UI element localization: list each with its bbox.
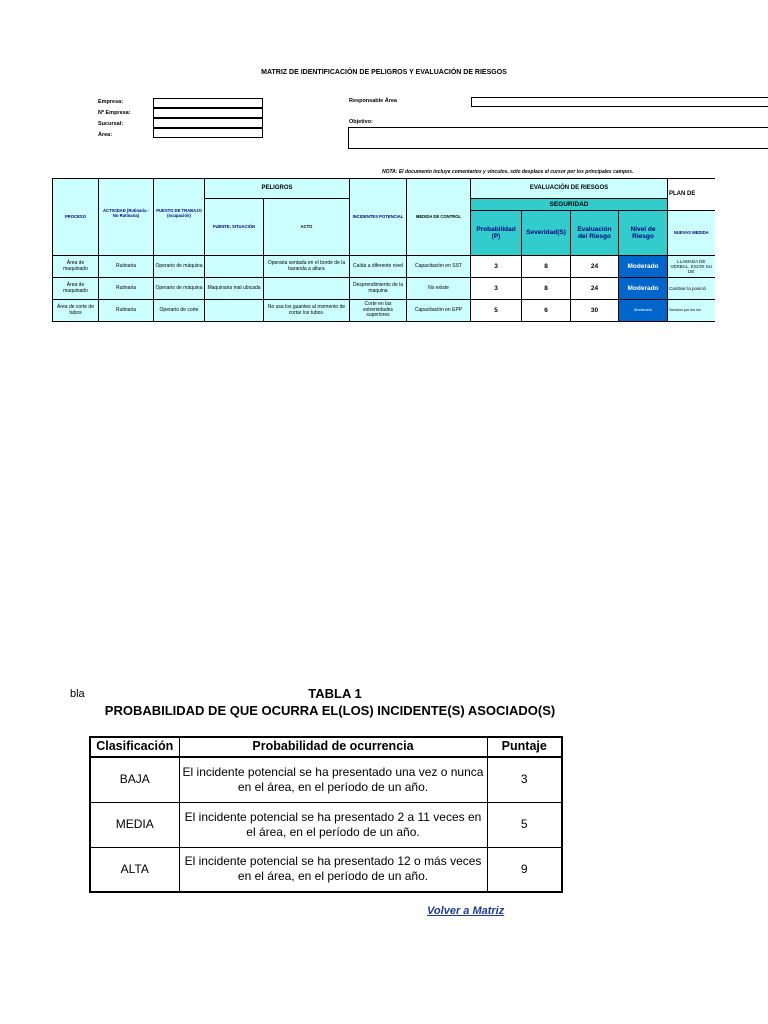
header-medida: MEDIDA DE CONTROL: [407, 179, 471, 256]
header-evaluacion-riesgo: Evaluación del Riesgo: [571, 211, 619, 256]
cell-severidad: 6: [522, 300, 571, 322]
table-row: [90, 802, 562, 847]
cell-acto: [264, 278, 350, 300]
header-proceso: PROCESO: [53, 179, 99, 256]
nota-text: NOTA: El documento incluye comentarios y vínculos, sólo desplace el cursor por los principales campos.: [382, 169, 634, 175]
header-peligros: PELIGROS: [205, 179, 350, 199]
header-seguridad: SEGURIDAD: [471, 199, 668, 211]
cell-nuevas: Sanción por los inc: [668, 300, 715, 322]
table-row: [53, 256, 766, 278]
table-row: [90, 757, 562, 802]
volver-a-matriz-link[interactable]: Volver a Matriz: [427, 905, 505, 917]
num-empresa-label: Nº Empresa:: [98, 110, 131, 116]
cell-actividad: Rutinaria: [99, 256, 154, 278]
num-empresa-field[interactable]: [153, 108, 263, 118]
cell-nivel-badge: Moderado: [619, 278, 668, 300]
cell-medida: Capacitación en SST: [407, 256, 471, 278]
cell-fuente: [205, 300, 264, 322]
sucursal-field[interactable]: [153, 118, 263, 128]
header-severidad: Severidad(S): [522, 211, 571, 256]
header-acto: ACTO: [264, 199, 350, 256]
header-plan: PLAN DE: [668, 179, 715, 211]
header-puntaje: Puntaje: [487, 737, 562, 757]
empresa-field[interactable]: [153, 98, 263, 108]
cell-evaluacion: 24: [571, 256, 619, 278]
cell-incidente: Caída a diferente nivel: [350, 256, 407, 278]
empresa-label: Empresa:: [98, 99, 124, 105]
header-nuevas: NUEVAS MEDIDA: [668, 211, 715, 256]
cell-actividad: Rutinaria: [99, 300, 154, 322]
table-row: [53, 300, 766, 322]
cell-descripcion: El incidente potencial se ha presentado 2 a 11 veces en el área, en el período de un año.: [179, 802, 487, 847]
cell-evaluacion: 30: [571, 300, 619, 322]
table-row: [90, 847, 562, 892]
tabla1-subtitle: PROBABILIDAD DE QUE OCURRA EL(LOS) INCIDENTE(S) ASOCIADO(S): [104, 703, 556, 718]
responsable-field[interactable]: [471, 97, 768, 107]
cell-probabilidad: 3: [471, 256, 522, 278]
area-label: Área:: [98, 132, 113, 138]
cell-descripcion: El incidente potencial se ha presentado 12 o más veces en el área, en el período de un año.: [179, 847, 487, 892]
cell-fuente: [205, 256, 264, 278]
cell-nuevas: Cambiar la posició: [668, 278, 715, 300]
cell-fuente: Maquinaria mal ubicada: [205, 278, 264, 300]
header-probabilidad: Probabilidad (P): [471, 211, 522, 256]
cell-evaluacion: 24: [571, 278, 619, 300]
cell-medida: No existe: [407, 278, 471, 300]
cell-puesto: Operario de máquina: [154, 278, 205, 300]
risk-matrix: [52, 178, 766, 322]
header-evaluacion: EVALUACIÓN DE RIESGOS: [471, 179, 668, 199]
sucursal-label: Sucursal:: [98, 121, 124, 127]
tabla1-title: TABLA 1: [308, 686, 362, 701]
bla-text: bla: [70, 688, 85, 700]
cell-incidente: Desprendimiento de la maquina: [350, 278, 407, 300]
responsable-label: Responsable Área: [349, 98, 397, 104]
header-puesto: PUESTO DE TRABAJO (ocupación): [154, 179, 205, 256]
cell-puesto: Operario de corte: [154, 300, 205, 322]
cell-severidad: 8: [522, 256, 571, 278]
header-actividad: ACTIVIDAD (Rutinaria - No Rutinaria): [99, 179, 154, 256]
cell-nuevas: LLAMADA DE VERBAL, ESCRI SU DE: [668, 256, 715, 278]
cell-puntaje: 3: [487, 757, 562, 802]
header-nivel: Nivel de Riesgo: [619, 211, 668, 256]
cell-acto: Operaria sentada en el borde de la baranda a altura: [264, 256, 350, 278]
cell-clasificacion: BAJA: [90, 757, 179, 802]
objetivo-label: Objetivo:: [349, 119, 373, 125]
page-title: MATRIZ DE IDENTIFICACIÓN DE PELIGROS Y EVALUACIÓN DE RIESGOS: [261, 69, 507, 76]
cell-clasificacion: ALTA: [90, 847, 179, 892]
cell-severidad: 8: [522, 278, 571, 300]
cell-descripcion: El incidente potencial se ha presentado una vez o nunca en el área, en el período de un año.: [179, 757, 487, 802]
header-probabilidad-ocurrencia: Probabilidad de ocurrencia: [179, 737, 487, 757]
cell-clasificacion: MEDIA: [90, 802, 179, 847]
probability-table: [89, 736, 563, 893]
cell-incidente: Corte en las extremidades superiores: [350, 300, 407, 322]
area-field[interactable]: [153, 128, 263, 138]
cell-nivel-badge: Moderado: [619, 256, 668, 278]
cell-probabilidad: 5: [471, 300, 522, 322]
cell-medida: Capacitación en EPP: [407, 300, 471, 322]
cell-puntaje: 9: [487, 847, 562, 892]
cell-acto: No usa los guantes al momento de cortar los tubos.: [264, 300, 350, 322]
header-incidentes: INCIDENTES POTENCIAL: [350, 179, 407, 256]
cell-puesto: Operario de máquina: [154, 256, 205, 278]
cell-probabilidad: 3: [471, 278, 522, 300]
objetivo-field[interactable]: [348, 127, 768, 149]
cell-nivel-badge: Moderado: [619, 300, 668, 322]
cell-proceso: Área de maquinado: [53, 256, 99, 278]
header-fuente: FUENTE, SITUACIÓN: [205, 199, 264, 256]
cell-proceso: Área de corte de tubos: [53, 300, 99, 322]
header-clasificacion: Clasificación: [90, 737, 179, 757]
table-row: [53, 278, 766, 300]
cell-actividad: Rutinaria: [99, 278, 154, 300]
cell-proceso: Área de maquinado: [53, 278, 99, 300]
cell-puntaje: 5: [487, 802, 562, 847]
